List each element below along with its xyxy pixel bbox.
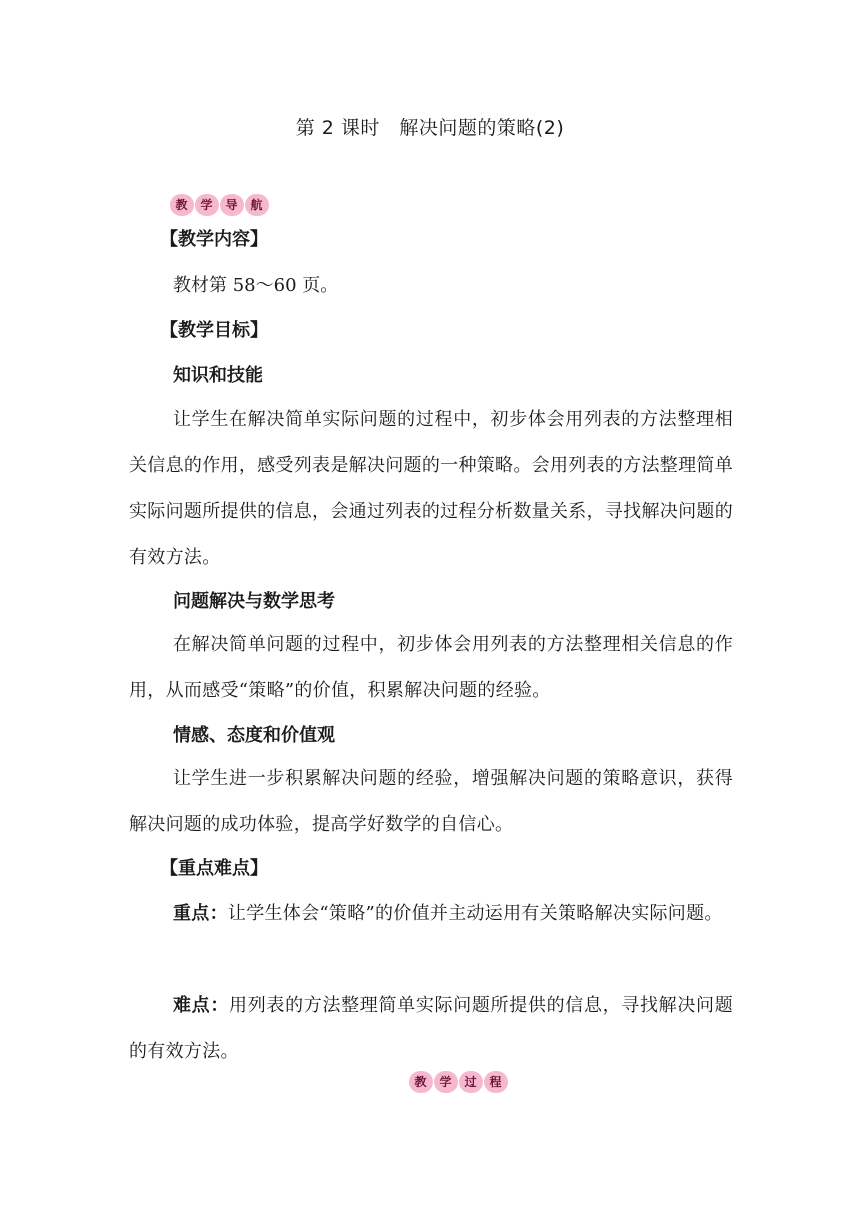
teaching-guide-badge bbox=[170, 194, 269, 216]
emotion-values-heading: 情感、态度和价值观 bbox=[173, 725, 335, 746]
badge-char: 教 bbox=[409, 1071, 433, 1093]
key-point-paragraph bbox=[129, 891, 733, 937]
knowledge-skills-text: 让学生在解决简单实际问题的过程中，初步体会用列表的方法整理相关信息的作用，感受列表是解决问题的一种策略。会用列表的方法整理简单实际问题所提供的信息，会通过列表的过程分析数量关系，寻找解决问题的有效方法。 bbox=[129, 409, 733, 568]
difficulty-label: 难点： bbox=[173, 995, 230, 1016]
badge-char: 导 bbox=[220, 194, 244, 216]
teaching-content-heading: 【教学内容】 bbox=[160, 229, 268, 250]
badge-char: 教 bbox=[170, 194, 194, 216]
problem-solving-text: 在解决简单问题的过程中，初步体会用列表的方法整理相关信息的作用，从而感受“策略”的价值，积累解决问题的经验。 bbox=[129, 634, 733, 701]
badge-char: 程 bbox=[484, 1071, 508, 1093]
teaching-goals-heading: 【教学目标】 bbox=[160, 320, 268, 341]
key-point-label: 重点： bbox=[173, 903, 228, 924]
badge-char: 过 bbox=[459, 1071, 483, 1093]
key-point-text: 让学生体会“策略”的价值并主动运用有关策略解决实际问题。 bbox=[227, 903, 723, 924]
badge-char: 航 bbox=[245, 194, 269, 216]
problem-solving-heading: 问题解决与数学思考 bbox=[173, 591, 335, 612]
difficulty-paragraph bbox=[129, 983, 733, 1075]
teaching-content-text: 教材第 58～60 页。 bbox=[173, 275, 339, 296]
page-title: 第 2 课时 解决问题的策略(2) bbox=[295, 117, 565, 139]
badge-char: 学 bbox=[195, 194, 219, 216]
emotion-values-text: 让学生进一步积累解决问题的经验，增强解决问题的策略意识，获得解决问题的成功体验，提高学好数学的自信心。 bbox=[129, 768, 733, 835]
knowledge-skills-heading: 知识和技能 bbox=[173, 365, 263, 386]
key-difficulty-heading: 【重点难点】 bbox=[160, 858, 268, 879]
teaching-process-badge bbox=[409, 1071, 508, 1093]
difficulty-text: 用列表的方法整理简单实际问题所提供的信息，寻找解决问题的有效方法。 bbox=[129, 995, 733, 1062]
badge-char: 学 bbox=[434, 1071, 458, 1093]
